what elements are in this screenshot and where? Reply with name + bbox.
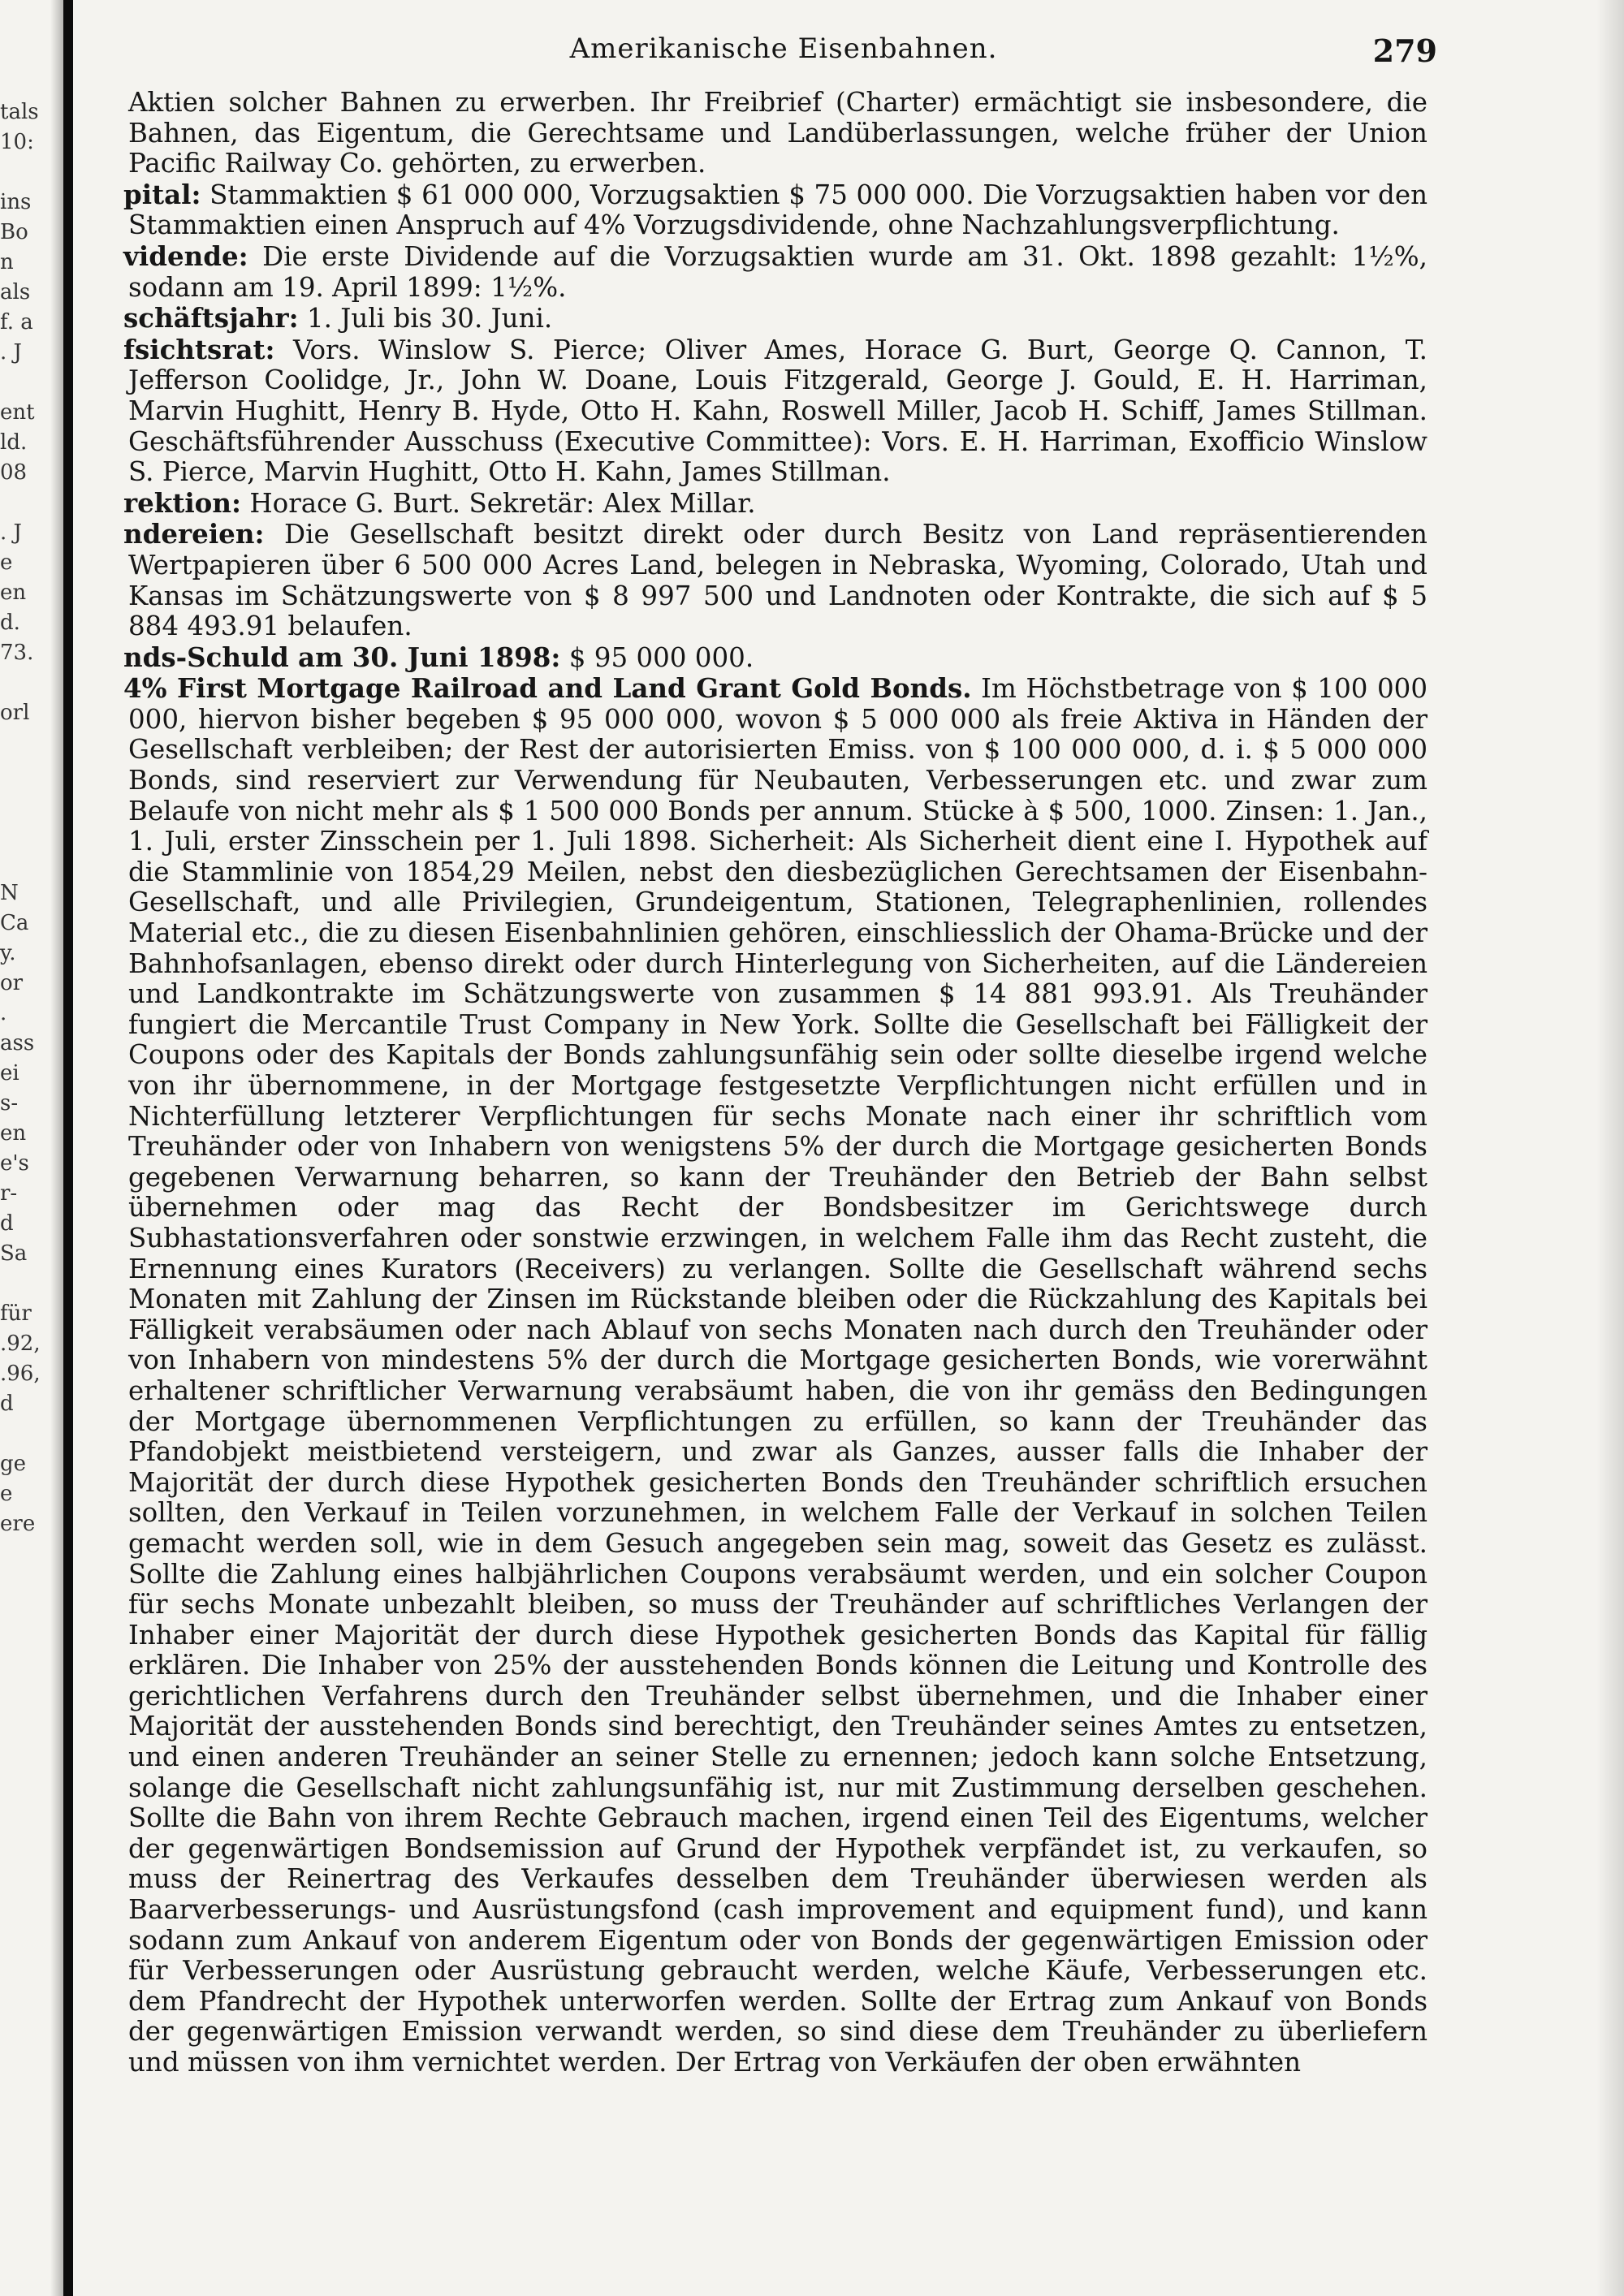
section-label: vidende: xyxy=(123,240,248,272)
gutter-fragment: tals xyxy=(0,100,39,124)
gutter-fragment: orl xyxy=(0,701,30,725)
gutter-fragment xyxy=(0,728,57,758)
gutter-fragment: Bo xyxy=(0,220,28,244)
paragraph-text: Stammaktien $ 61 000 000, Vorzugsaktien $ 75 000 000. Die Vorzugsaktien haben vor den Stammaktien einen Anspruch auf 4% Vorzugsdividende, ohne Nachzahlungsverpflichtung. xyxy=(128,179,1427,241)
paragraph-text: $ 95 000 000. xyxy=(560,641,754,673)
previous-page-fragment xyxy=(0,97,57,1721)
gutter-fragment xyxy=(0,758,57,788)
gutter-fragment: d xyxy=(0,1392,14,1416)
paragraph xyxy=(123,240,1427,303)
paragraph xyxy=(128,88,1427,179)
binding-edge xyxy=(63,0,73,2296)
gutter-fragment: ent xyxy=(0,400,35,425)
gutter-fragment: . J xyxy=(0,340,22,365)
gutter-fragment: f. a xyxy=(0,310,33,334)
gutter-fragment xyxy=(0,1269,57,1299)
gutter-fragment: . xyxy=(0,1001,7,1025)
gutter-fragment: d. xyxy=(0,611,20,635)
paragraph xyxy=(123,333,1427,488)
gutter-fragment: ins xyxy=(0,190,32,214)
gutter-fragment: Ca xyxy=(0,911,29,935)
gutter-fragment: en xyxy=(0,1121,27,1146)
gutter-fragment xyxy=(0,488,57,518)
paragraph-text: Aktien solcher Bahnen zu erwerben. Ihr Freibrief (Charter) ermächtigt sie insbesondere, die Bahnen, das Eigentum, die Gerechtsame und Landüberlassungen, welche früher der Union Pacific Railway Co. gehörten, zu erwerben. xyxy=(128,87,1427,179)
paragraph-text: Vors. Winslow S. Pierce; Oliver Ames, Horace G. Burt, George Q. Cannon, T. Jefferson Coolidge, Jr., John W. Doane, Louis Fitzgerald, George J. Gould, E. H. Harriman, Marvin Hughitt, Henry B. Hyde, Otto H. Kahn, Roswell Miller, Jacob H. Schiff, James Stillman. Geschäftsführender Ausschuss (Executive Committee): Vors. E. H. Harriman, Exofficio Winslow S. Pierce, Marvin Hughitt, Otto H. Kahn, James Stillman. xyxy=(128,334,1427,488)
gutter-fragment: ld. xyxy=(0,430,28,455)
section-label: rektion: xyxy=(123,486,241,519)
gutter-fragment: r- xyxy=(0,1181,18,1206)
gutter-fragment xyxy=(0,848,57,878)
gutter-fragment xyxy=(0,788,57,818)
section-label: fsichtsrat: xyxy=(123,333,275,365)
gutter-fragment: 73. xyxy=(0,641,34,665)
page-number: 279 xyxy=(1372,32,1437,69)
gutter-fragment: en xyxy=(0,580,27,605)
section-label: ndereien: xyxy=(123,518,265,550)
gutter-fragment: .92, xyxy=(0,1331,41,1356)
binding-shadow xyxy=(50,0,63,2296)
gutter-fragment xyxy=(0,668,57,698)
gutter-fragment: e's xyxy=(0,1151,29,1176)
gutter-fragment: e xyxy=(0,550,13,575)
section-label: schäftsjahr: xyxy=(123,302,299,334)
gutter-fragment: für xyxy=(0,1301,32,1326)
paragraph xyxy=(123,672,1428,2078)
gutter-fragment: .96, xyxy=(0,1362,41,1386)
paragraph xyxy=(123,302,1427,334)
gutter-fragment: s- xyxy=(0,1091,19,1116)
gutter-fragment: n xyxy=(0,250,14,274)
section-label: pital: xyxy=(123,178,201,210)
page-header xyxy=(130,32,1437,81)
section-label: 4% First Mortgage Railroad and Land Grant Gold Bonds. xyxy=(123,672,972,705)
paragraph xyxy=(123,518,1427,642)
body-text xyxy=(123,87,1428,2078)
paragraph xyxy=(123,178,1427,241)
gutter-fragment: ge xyxy=(0,1452,27,1476)
gutter-fragment: 08 xyxy=(0,460,28,485)
gutter-fragment: . J xyxy=(0,520,22,545)
gutter-fragment xyxy=(0,158,57,188)
gutter-fragment xyxy=(0,818,57,848)
section-label: nds-Schuld am 30. Juni 1898: xyxy=(123,641,561,673)
gutter-fragment xyxy=(0,1419,57,1449)
paragraph-text: Die erste Dividende auf die Vorzugsaktien wurde am 31. Okt. 1898 gezahlt: 1½%, sodann am 19. April 1899: 1½%. xyxy=(128,240,1427,303)
gutter-fragment: y. xyxy=(0,941,16,965)
gutter-fragment: ere xyxy=(0,1512,36,1536)
paragraph xyxy=(123,486,1427,520)
gutter-fragment: als xyxy=(0,280,31,304)
gutter-fragment: or xyxy=(0,971,24,995)
running-title: Amerikanische Eisenbahnen. xyxy=(569,32,998,65)
paragraph-text: 1. Juli bis 30. Juni. xyxy=(298,303,553,334)
gutter-fragment xyxy=(0,368,57,398)
paragraph-text: Im Höchstbetrage von $ 100 000 000, hiervon bisher begeben $ 95 000 000, wovon $ 5 000 000 als freie Aktiva in Händen der Gesellschaft verbleiben; der Rest der autorisierten Emiss. von $ 100 000 000, d. i. $ 5 000 000 Bonds, sind reserviert zur Verwendung für Neubauten, Verbesserungen etc. und zwar zum Belaufe von nicht mehr als $ 1 500 000 Bonds per annum. Stücke à $ 500, 1000. Zinsen: 1. Jan., 1. Juli, erster Zinsschein per 1. Juli 1898. Sicherheit: Als Sicherheit dient eine I. Hypothek auf die Stammlinie von 1854,29 Meilen, nebst den diesbezüglichen Gerechtsamen der Eisenbahn-Gesellschaft, und alle Privilegien, Grundeigentum, Stationen, Telegraphenlinien, rollendes Material etc., die zu diesen Eisenbahnlinien gehören, einschliesslich der Ohama-Brücke und der Bahnhofsanlagen, ebenso direkt oder durch Hinterlegung von Sicherheiten, auf die Ländereien und Landkontrakte im Schätzungswerte von zusammen $ 14 881 993.91. Als Treuhänder fungiert die Mercantile Trust Company in New York. Sollte die Gesellschaft bei Fälligkeit der Coupons oder des Kapitals der Bonds zahlungsunfähig sein oder sollte dieselbe irgend welche von ihr übernommene, in der Mortgage festgesetzte Verpflichtungen nicht erfüllen und in Nichterfüllung letzterer Verpflichtungen für sechs Monate nach einer ihr schriftlich vom Treuhänder oder von Inhabern von wenigstens 5% der durch die Mortgage gesicherten Bonds gegebenen Verwarnung beharren, so kann der Treuhänder den Betrieb der Bahn selbst übernehmen oder mag das Recht der Bondsbesitzer im Gerichtswege durch Subhastationsverfahren oder sonstwie erzwingen, in welchem Falle ihm das Recht zusteht, die Ernennung eines Kurators (Receivers) zu verlangen. Sollte die Gesellschaft während sechs Monaten mit Zahlung der Zinsen im Rückstande bleiben oder die Rückzahlung des Kapitals bei Fälligkeit verabsäumen oder nach Ablauf von sechs Monaten nach durch den Treuhänder oder von Inhabern von mindestens 5% der durch die Mortgage gesicherten Bonds, wie vorerwähnt erhaltener schriftlicher Verwarnung verabsäumt haben, die von ihr gemäss den Bedingungen der Mortgage übernommenen Verpflichtungen zu erfüllen, so kann der Treuhänder das Pfandobjekt meistbietend versteigern, und zwar als Ganzes, ausser falls die Inhaber der Majorität der durch diese Hypothek gesicherten Bonds den Treuhänder schriftlich ersuchen sollten, den Verkauf in Teilen vorzunehmen, in welchem Falle der Verkauf in solchen Teilen gemacht werden soll, wie in dem Gesuch angegeben sein mag, soweit das Gesetz es zulässt. Sollte die Zahlung eines halbjährlichen Coupons verabsäumt werden, und ein solcher Coupon für sechs Monate unbezahlt bleiben, so muss der Treuhänder auf schriftliches Verlangen der Inhaber einer Majorität der durch diese Hypothek gesicherten Bonds das Kapital für fällig erklären. Die Inhaber von 25% der ausstehenden Bonds können die Leitung und Kontrolle des gerichtlichen Verfahrens durch den Treuhänder selbst übernehmen, und die Inhaber einer Majorität der ausstehenden Bonds sind berechtigt, den Treuhänder seines Amtes zu entsetzen, und einen anderen Treuhänder an seiner Stelle zu ernennen; jedoch kann solche Entsetzung, solange die Gesellschaft nicht zahlungsunfähig ist, nur mit Zustimmung derselben geschehen. Sollte die Bahn von ihrem Rechte Gebrauch machen, irgend einen Teil des Eigentums, welcher der gegenwärtigen Bondsemission auf Grund der Hypothek verpfändet ist, zu verkaufen, so muss der Reinertrag des Verkaufes desselben dem Treuhänder überwiesen werden als Baarverbesserungs- und Ausrüstungsfond (cash improvement and equipment fund), und kann sodann zum Ankauf von anderem Eigentum oder von Bonds der gegenwärtigen Emission oder für Verbesserungen oder Ausrüstung gebraucht werden, welche Käufe, Verbesserungen etc. dem Pfandrecht der Hypothek unterworfen werden. Sollte der Ertrag zum Ankauf von Bonds der gegenwärtigen Emission verwandt werden, so sind diese dem Treuhänder zu überliefern und müssen von ihm vernichtet werden. Der Ertrag von Verkäufen der oben erwähnten xyxy=(128,673,1428,2078)
gutter-fragment: N xyxy=(0,881,19,905)
paragraph-text: Horace G. Burt. Sekretär: Alex Millar. xyxy=(240,487,756,519)
gutter-fragment: Sa xyxy=(0,1241,28,1266)
paragraph-text: Die Gesellschaft besitzt direkt oder durch Besitz von Land repräsentierenden Wertpapieren über 6 500 000 Acres Land, belegen in Nebraska, Wyoming, Colorado, Utah und Kansas im Schätzungswerte von $ 8 997 500 und Landnoten oder Kontrakte, die sich auf $ 5 884 493.91 belaufen. xyxy=(128,519,1427,642)
page-edge-shadow xyxy=(1596,0,1624,2296)
gutter-fragment: ei xyxy=(0,1061,19,1085)
gutter-fragment: d xyxy=(0,1211,14,1236)
gutter-fragment: ass xyxy=(0,1031,35,1055)
gutter-fragment: 10: xyxy=(0,130,34,154)
paragraph xyxy=(123,641,1427,674)
gutter-fragment: e xyxy=(0,1482,13,1506)
